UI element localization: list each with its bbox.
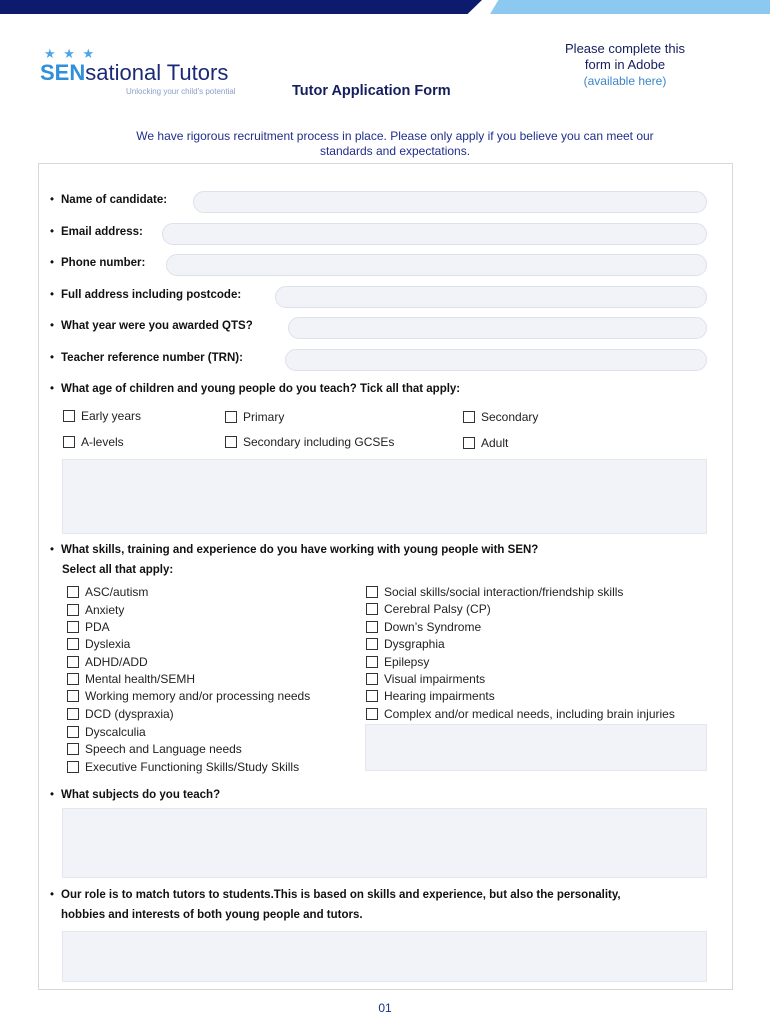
checkbox-adult[interactable]: Adult (463, 436, 508, 450)
checkbox-cerebral-palsy[interactable]: Cerebral Palsy (CP) (366, 602, 491, 616)
name-field[interactable] (193, 191, 707, 213)
question-ages: • What age of children and young people do you teach? Tick all that apply: (50, 383, 461, 395)
checkbox-primary[interactable]: Primary (225, 410, 284, 424)
question-role: • Our role is to match tutors to students.This is based on skills and experience, but also the personality, (50, 889, 621, 901)
question-skills: • What skills, training and experience do you have working with young people with SEN? (50, 544, 539, 556)
email-field[interactable] (162, 223, 707, 245)
checkbox-early-years[interactable]: Early years (63, 409, 141, 423)
checkbox-a-levels[interactable]: A-levels (63, 435, 124, 449)
checkbox-mental-health[interactable]: Mental health/SEMH (67, 672, 195, 686)
header-bar-light (490, 0, 770, 14)
checkbox-dysgraphia[interactable]: Dysgraphia (366, 637, 445, 651)
adobe-link[interactable]: (available here) (583, 74, 667, 88)
checkbox-anxiety[interactable]: Anxiety (67, 603, 124, 617)
question-address: • Full address including postcode: (50, 289, 242, 301)
checkbox-secondary-gcses[interactable]: Secondary including GCSEs (225, 435, 394, 449)
question-subjects: • What subjects do you teach? (50, 789, 221, 801)
checkbox-social-skills[interactable]: Social skills/social interaction/friendship skills (366, 585, 623, 599)
checkbox-adhd[interactable]: ADHD/ADD (67, 655, 148, 669)
sensational-tutors-logo (40, 46, 255, 100)
checkbox-pda[interactable]: PDA (67, 620, 110, 634)
checkbox-secondary[interactable]: Secondary (463, 410, 538, 424)
adobe-note: Please complete this form in Adobe (available here) (565, 41, 685, 88)
logo-wordmark: SENsational Tutors (40, 60, 229, 85)
checkbox-dcd[interactable]: DCD (dyspraxia) (67, 707, 174, 721)
question-name: • Name of candidate: (50, 194, 168, 206)
checkbox-visual-impairments[interactable]: Visual impairments (366, 672, 485, 686)
form-title: Tutor Application Form (292, 83, 451, 99)
checkbox-dyslexia[interactable]: Dyslexia (67, 637, 130, 651)
phone-field[interactable] (166, 254, 707, 276)
checkbox-dyscalculia[interactable]: Dyscalculia (67, 725, 146, 739)
question-phone: • Phone number: (50, 257, 146, 269)
skills-sublabel: Select all that apply: (62, 564, 174, 576)
checkbox-executive-functioning[interactable]: Executive Functioning Skills/Study Skills (67, 760, 299, 774)
intro-text: We have rigorous recruitment process in place. Please only apply if you believe you can meet our standards and expectations. (136, 129, 654, 158)
checkbox-hearing-impairments[interactable]: Hearing impairments (366, 689, 495, 703)
question-qts: • What year were you awarded QTS? (50, 320, 253, 332)
checkbox-downs-syndrome[interactable]: Down’s Syndrome (366, 620, 481, 634)
ages-notes-box[interactable] (62, 459, 707, 534)
logo-stars-icon: ★ ★ ★ (44, 46, 97, 61)
checkbox-working-memory[interactable]: Working memory and/or processing needs (67, 689, 310, 703)
skills-notes-box[interactable] (365, 724, 707, 771)
checkbox-asc-autism[interactable]: ASC/autism (67, 585, 148, 599)
address-field[interactable] (275, 286, 707, 308)
logo-tagline: Unlocking your child's potential (126, 87, 236, 96)
checkbox-speech-language[interactable]: Speech and Language needs (67, 742, 242, 756)
page-number: 01 (378, 1001, 392, 1015)
question-trn: • Teacher reference number (TRN): (50, 352, 243, 364)
checkbox-complex-medical[interactable]: Complex and/or medical needs, including brain injuries (366, 707, 675, 721)
question-role-line2: hobbies and interests of both young people and tutors. (61, 909, 363, 921)
question-email: • Email address: (50, 226, 143, 238)
subjects-box[interactable] (62, 808, 707, 878)
role-box[interactable] (62, 931, 707, 982)
trn-field[interactable] (285, 349, 707, 371)
checkbox-epilepsy[interactable]: Epilepsy (366, 655, 429, 669)
header-bar-dark (0, 0, 482, 14)
qts-field[interactable] (288, 317, 707, 339)
